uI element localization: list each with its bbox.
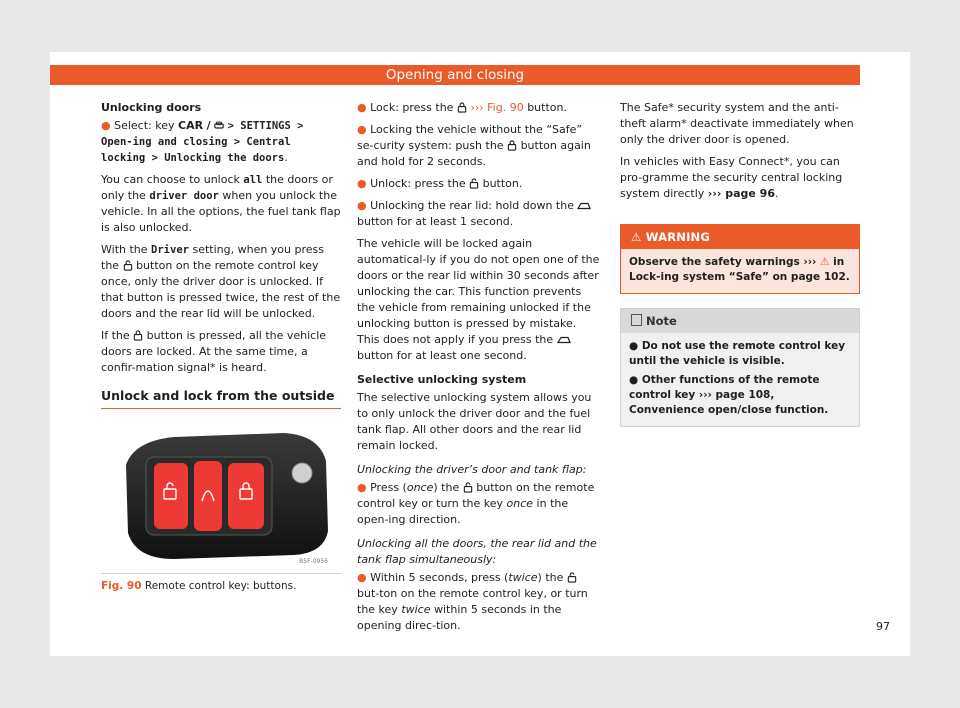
unlock-icon: [469, 178, 479, 189]
press-twice-instruction: ● Within 5 seconds, press (twice) the but-ton on the remote control key, or turn the key twice within 5 seconds in the opening direc-tion.: [357, 571, 588, 632]
unlock-icon: [123, 260, 133, 271]
car-key-label: CAR: [178, 119, 204, 132]
unlock-instruction: ● Unlock: press the button.: [357, 177, 523, 190]
column-2: [357, 100, 600, 640]
figure-code: B5F-0956: [299, 558, 328, 565]
column-3: [620, 100, 860, 427]
all-doors-heading: Unlocking all the doors, the rear lid and the tank flap simultaneously:: [357, 537, 597, 566]
lock-button-paragraph: If the button is pressed, all the vehicle doors are locked. At the same time, a confir-mation signal* is heard.: [101, 329, 327, 374]
note-item: ● Other functions of the remote control key ››› page 108, Convenience open/close function.: [629, 374, 829, 416]
unlock-button: [154, 463, 188, 529]
driver-door-option: driver door: [149, 190, 219, 202]
page-header: [50, 65, 860, 85]
warning-box: [620, 224, 860, 294]
rear-lid-instruction: ● Unlocking the rear lid: hold down the button for at least 1 second.: [357, 198, 600, 230]
note-title: Note: [646, 314, 677, 328]
page-96-link[interactable]: ››› page 96: [707, 187, 775, 200]
warning-triangle-icon: ⚠: [631, 230, 642, 244]
safe-system-paragraph: The Safe* security system and the anti-theft alarm* deactivate immediately when only the driver door is opened.: [620, 101, 854, 146]
select-key-instruction: ● Select: key CAR / > SETTINGS > Open-ing and closing > Central locking > Unlocking the doors.: [101, 119, 304, 164]
remote-key-illustration: [114, 421, 340, 567]
warning-triangle-icon: ⚠: [820, 256, 830, 268]
header-title: Opening and closing: [385, 67, 525, 83]
unlock-icon: [567, 572, 577, 583]
note-item: ● Do not use the remote control key until the vehicle is visible.: [629, 340, 846, 367]
figure-caption: Fig. 90 Remote control key: buttons.: [101, 573, 341, 594]
driver-tank-heading: Unlocking the driver’s door and tank flap:: [357, 463, 587, 476]
lock-icon: [457, 102, 467, 113]
remote-key-figure: [114, 421, 340, 567]
press-once-instruction: ● Press (once) the button on the remote control key or turn the key once in the open-ing direction.: [357, 481, 595, 526]
driver-option: Driver: [151, 244, 189, 256]
easy-connect-paragraph: In vehicles with Easy Connect*, you can pro-gramme the security central locking system directly ››› page 96.: [620, 155, 843, 200]
auto-lock-paragraph: The vehicle will be locked again automatical-ly if you do not open one of the doors or the rear lid within 30 seconds after unlocking the car. This function prevents the vehicle from remaining unlocked if the unlocking button is pressed by mistake. This does not apply if you press the button for at least one second.: [357, 237, 600, 362]
selective-paragraph: The selective unlocking system allows you to only unlock the driver door and the fuel tank flap. All other doors and the rear lid remain locked.: [357, 391, 592, 452]
bullet: ●: [101, 119, 111, 132]
rear-lid-button: [194, 461, 222, 531]
lock-instruction: ● Lock: press the ››› Fig. 90 button.: [357, 101, 567, 114]
figure-label: Fig. 90: [101, 580, 142, 592]
figure-reference-link[interactable]: ››› Fig. 90: [470, 101, 524, 114]
driver-setting-paragraph: With the Driver setting, when you press the button on the remote control key once, only the driver door is unlocked. If that button is pressed twice, the rest of the doors and the rear lid will be unlocked.: [101, 243, 341, 320]
menu-path: > SETTINGS > Open-ing and closing > Central locking > Unlocking the doors: [101, 120, 304, 164]
warning-body: Observe the safety warnings ››› ⚠ in Lock-ing system “Safe” on page 102.: [629, 256, 850, 283]
rear-lid-icon: [577, 200, 591, 211]
lock-icon: [133, 330, 143, 341]
column-1: [101, 100, 341, 594]
locking-without-safe: ● Locking the vehicle without the “Safe” se-curity system: push the button again and hold for 2 seconds.: [357, 123, 591, 168]
unlock-icon: [463, 482, 473, 493]
warning-header: [621, 225, 859, 249]
note-body: [621, 333, 859, 426]
page-108-link[interactable]: ››› page 108, Convenience open/close function.: [629, 389, 829, 416]
warning-title: WARNING: [645, 230, 711, 244]
page-number: 97: [876, 620, 890, 633]
all-option: all: [243, 174, 263, 186]
unlocking-doors-heading: Unlocking doors: [101, 101, 202, 114]
lock-icon: [507, 140, 517, 151]
lock-button: [228, 463, 264, 529]
note-box: [620, 308, 860, 427]
note-icon: [631, 314, 642, 326]
selective-heading: Selective unlocking system: [357, 373, 527, 386]
section-heading: Unlock and lock from the outside: [101, 388, 341, 409]
note-header: [621, 309, 859, 333]
car-menu-icon: [214, 120, 224, 131]
warning-ref-link[interactable]: ›››: [803, 256, 817, 268]
choose-unlock-paragraph: You can choose to unlock all the doors or only the driver door when you unlock the vehicle. In all the options, the fuel tank flap is also unlocked.: [101, 173, 341, 234]
rear-lid-icon: [557, 334, 571, 345]
